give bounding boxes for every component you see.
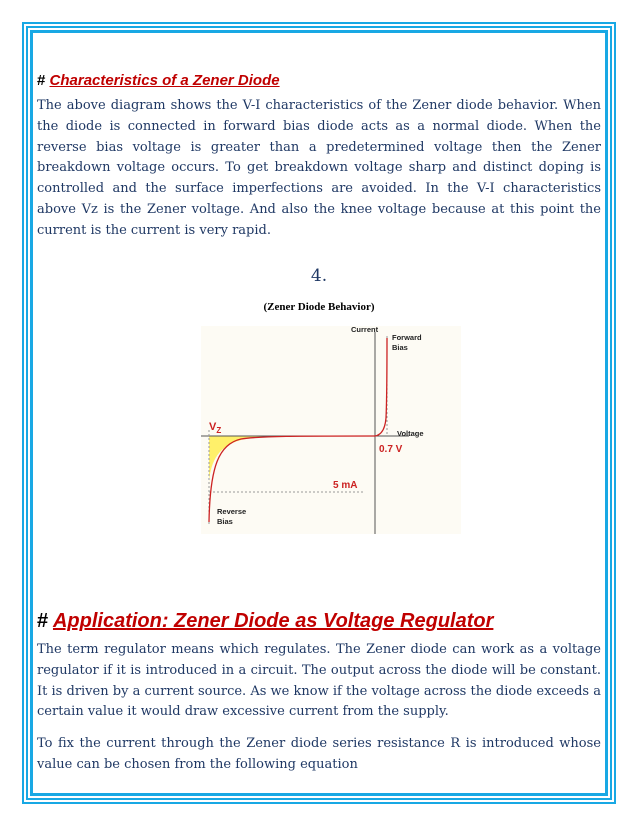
label-vz-sub: Z <box>216 426 222 435</box>
figure-caption: (Zener Diode Behavior) <box>263 301 375 313</box>
zener-vi-diagram <box>201 326 461 534</box>
label-vf: 0.7 V <box>379 444 403 455</box>
heading-hash: # <box>37 72 46 89</box>
characteristics-paragraph: The above diagram shows the V-I characteristics of the Zener diode behavior. When the diode is connected in forward bias diode acts as a normal diode. When the reverse bias voltage is greater than a predetermined voltage then the Zener breakdown voltage occurs. To get breakdown voltage sharp and distinct doping is controlled and the surface imperfections are avoided. In the V-I characteristics above Vz is the Zener voltage. And also the knee voltage because at this point the current is the current is very rapid. <box>37 98 601 238</box>
label-current: Current <box>351 326 379 334</box>
application-paragraph-2: To fix the current through the Zener diode series resistance R is introduced whose value can be chosen from the following equation <box>37 736 601 772</box>
label-voltage: Voltage <box>397 429 424 438</box>
application-heading-link[interactable]: Application: Zener Diode as Voltage Regulator <box>52 610 494 632</box>
label-forward: Forward <box>392 333 422 342</box>
section-application <box>37 606 601 776</box>
application-heading <box>37 606 601 636</box>
label-vz-main: V <box>209 421 217 433</box>
label-reverse-bias: Bias <box>217 517 233 526</box>
heading-hash: # <box>37 610 49 632</box>
label-5ma: 5 mA <box>333 480 358 491</box>
figure-number: 4. <box>310 266 328 286</box>
heading-link[interactable]: Characteristics of a Zener Diode <box>49 72 280 89</box>
section-characteristics <box>37 70 601 526</box>
label-reverse: Reverse <box>217 507 247 516</box>
label-forward-bias: Bias <box>392 343 408 352</box>
application-paragraph-1: The term regulator means which regulates. The Zener diode can work as a voltage regulator if it is introduced in a circuit. The output across the diode will be constant. It is driven by a current source. As we know if the voltage across the diode exceeds a certain value it would draw excessive current from the supply. <box>37 642 601 720</box>
section-heading <box>37 70 601 92</box>
